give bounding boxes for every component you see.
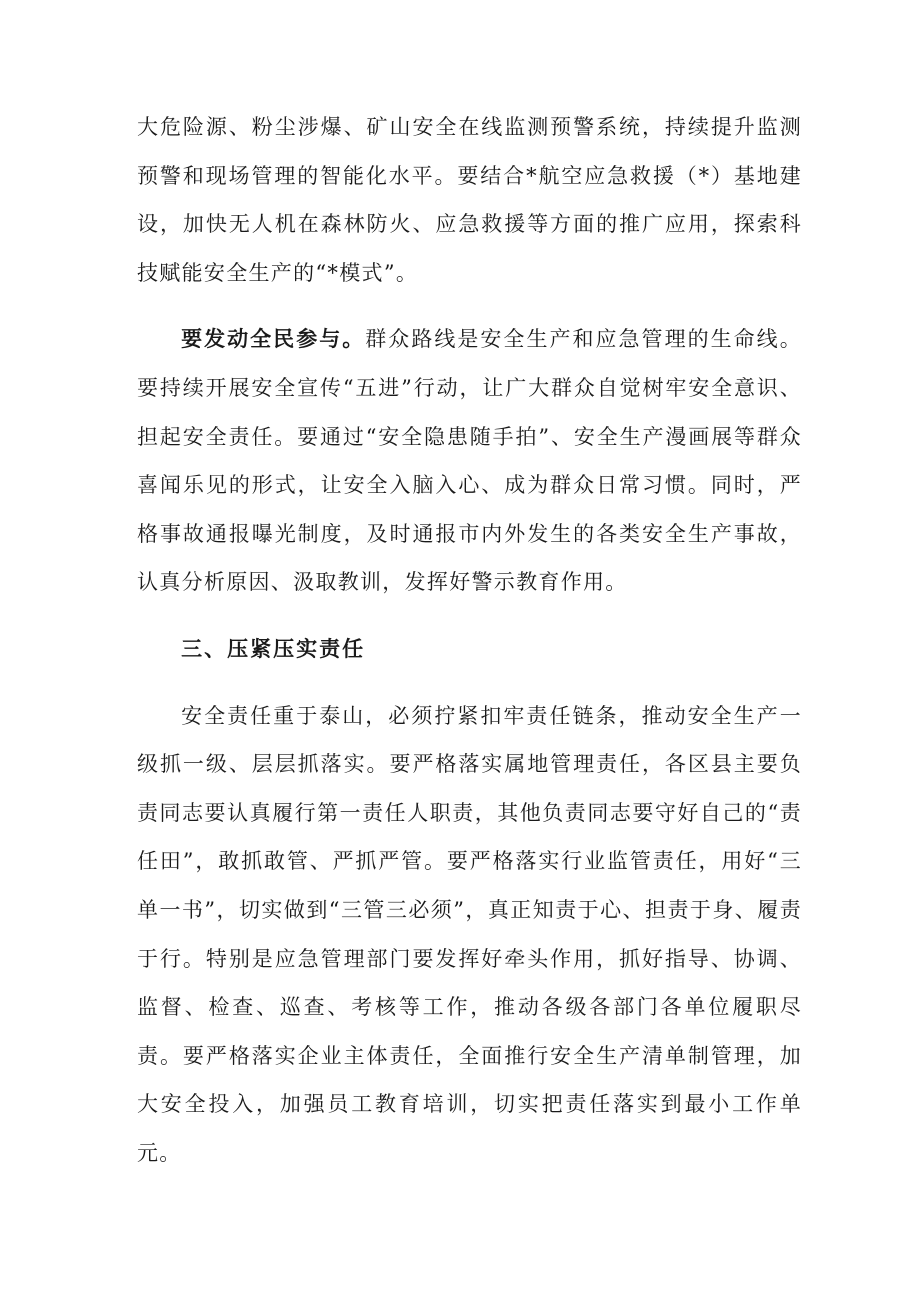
paragraph-continued: 大危险源、粉尘涉爆、矿山安全在线监测预警系统，持续提升监测预警和现场管理的智能化水平。要结合*航空应急救援（*）基地建设，加快无人机在森林防火、应急救援等方面的推广应用，探索科技赋能安全生产的“*模式”。 bbox=[137, 115, 802, 285]
paragraph-body-text: 群众路线是安全生产和应急管理的生命线。要持续开展安全宣传“五进”行动，让广大群众自觉树牢安全意识、担起安全责任。要通过“安全隐患随手拍”、安全生产漫画展等群众喜闻乐见的形式，让安全入脑入心、成为群众日常习惯。同时，严格事故通报曝光制度，及时通报市内外发生的各类安全生产事故，认真分析原因、汲取教训，发挥好警示教育作用。 bbox=[137, 327, 802, 595]
paragraph-responsibility: 安全责任重于泰山，必须拧紧扣牢责任链条，推动安全生产一级抓一级、层层抓落实。要严格落实属地管理责任，各区县主要负责同志要认真履行第一责任人职责，其他负责同志要守好自己的“责任田”，敢抓敢管、严抓严管。要严格落实行业监管责任，用好“三单一书”，切实做到“三管三必须”，真正知责于心、担责于身、履责于行。特别是应急管理部门要发挥好牵头作用，抓好指导、协调、监督、检查、巡查、考核等工作，推动各级各部门各单位履职尽责。要严格落实企业主体责任，全面推行安全生产清单制管理，加大安全投入，加强员工教育培训，切实把责任落实到最小工作单元。 bbox=[137, 703, 802, 1165]
paragraph-lead-text: 要发动全民参与。 bbox=[181, 327, 366, 352]
document-body bbox=[137, 103, 802, 1177]
paragraph-mass-participation bbox=[137, 315, 802, 607]
section-heading: 三、压紧压实责任 bbox=[181, 636, 366, 661]
